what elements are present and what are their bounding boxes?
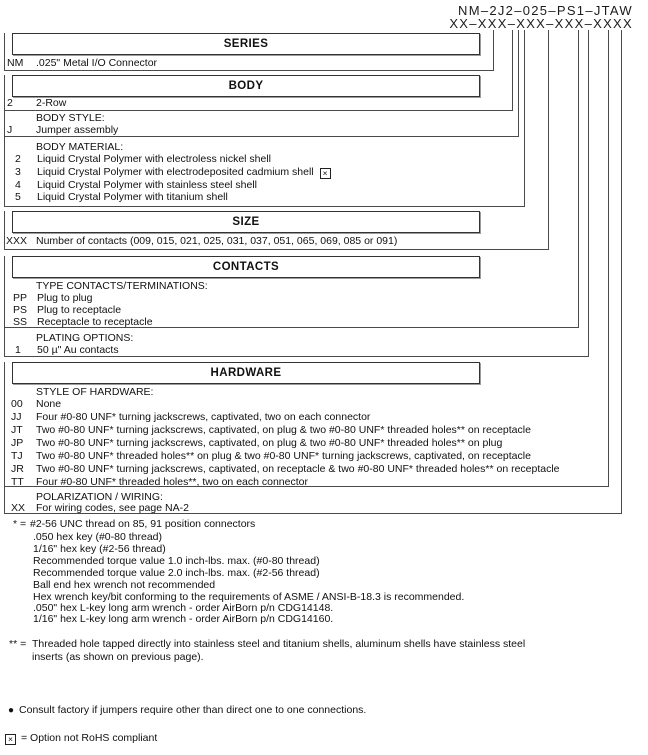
desc-cell: Two #0-80 UNF* turning jackscrews, captivated, on plug & two #0-80 UNF* threaded holes** on receptacle [36, 424, 531, 436]
part-number-mask: XX–XXX–XXX–XXX–XXXX [449, 16, 633, 31]
contacts-box-left-edge [4, 256, 5, 356]
not-rohs-icon: × [5, 734, 16, 745]
code-cell: TT [11, 476, 24, 488]
code-row-00 [11, 398, 61, 410]
footnote-star-detail: Ball end hex wrench not recommended [33, 579, 216, 591]
desc-cell: Four #0-80 UNF* threaded holes**, two on each connector [36, 476, 308, 488]
wiring-label: POLARIZATION / WIRING: [36, 491, 163, 503]
desc-cell: Liquid Crystal Polymer with titanium shell [37, 191, 228, 203]
code-cell: 1 [15, 344, 21, 356]
code-cell: NM [7, 57, 24, 69]
code-cell: JP [11, 437, 24, 449]
desc-cell: 50 µ" Au contacts [37, 344, 119, 356]
code-row-j [7, 124, 118, 136]
hardware-box-left-edge [4, 362, 5, 513]
desc-cell: For wiring codes, see page NA-2 [36, 502, 189, 514]
footnote-rohs-text: = Option not RoHS compliant [21, 732, 158, 744]
code-row-xx [11, 502, 189, 514]
body-material-label: BODY MATERIAL: [36, 141, 124, 153]
star-symbol: * = [13, 518, 27, 530]
code-row-material-2 [15, 153, 271, 165]
desc-cell: Four #0-80 UNF* turning jackscrews, captivated, two on each connector [36, 411, 371, 423]
footnote-star-detail: .050 hex key (#0-80 thread) [33, 531, 162, 543]
code-cell: 5 [15, 191, 21, 203]
code-cell: XXX [6, 235, 28, 247]
plating-label: PLATING OPTIONS: [36, 332, 134, 344]
code-cell: PS [13, 304, 28, 316]
desc-cell: Receptacle to receptacle [37, 316, 153, 328]
code-row-material-4 [15, 179, 257, 191]
hardware-header: HARDWARE [12, 362, 480, 384]
code-row-ss [13, 316, 153, 328]
body-header: BODY [12, 75, 480, 97]
code-row-jj [11, 411, 370, 423]
size-box-left-edge [4, 211, 5, 249]
footnote-star-detail: Recommended torque value 2.0 inch-lbs. max. (#2-56 thread) [33, 567, 320, 579]
footnote-double-star-text: Threaded hole tapped directly into stainless steel and titanium shells, aluminum shells have stainless steel [32, 638, 526, 650]
code-row-jt [11, 424, 531, 436]
footnote-rohs [5, 732, 157, 745]
footnote-double-star [9, 638, 525, 650]
code-cell: JR [11, 463, 24, 475]
code-cell: J [7, 124, 13, 136]
code-cell: 2 [7, 97, 13, 109]
contacts-type-label: TYPE CONTACTS/TERMINATIONS: [36, 280, 208, 292]
footnote-star-detail: Hex wrench key/bit conforming to the requirements of ASME / ANSI-B-18.3 is recommended. [33, 591, 465, 603]
code-cell: JJ [11, 411, 22, 423]
code-cell: 4 [15, 179, 21, 191]
desc-cell: Liquid Crystal Polymer with electroless nickel shell [37, 153, 272, 165]
code-row-ps [13, 304, 121, 316]
not-rohs-icon: × [320, 168, 331, 179]
code-row-jp [11, 437, 502, 449]
part-number-example: NM–2J2–025–PS1–JTAW [458, 3, 633, 18]
hardware-style-label: STYLE OF HARDWARE: [36, 386, 154, 398]
code-row-material-5 [15, 191, 228, 203]
desc-cell: .025" Metal I/O Connector [36, 57, 158, 69]
footnote-star-detail: 1/16" hex key (#2-56 thread) [33, 543, 166, 555]
desc-cell: None [36, 398, 62, 410]
code-cell: XX [11, 502, 26, 514]
code-cell: 3 [15, 166, 21, 178]
desc-cell: Liquid Crystal Polymer with stainless steel shell [37, 179, 258, 191]
footnote-star-detail: 1/16" hex L-key long arm wrench - order AirBorn p/n CDG14160. [33, 613, 334, 625]
code-cell: SS [13, 316, 28, 328]
desc-cell: Number of contacts (009, 015, 021, 025, 031, 037, 051, 065, 069, 085 or 091) [36, 235, 398, 247]
size-header: SIZE [12, 211, 480, 233]
code-row-nm [7, 57, 157, 69]
code-row-tt [11, 476, 308, 488]
footnote-star [13, 518, 255, 530]
double-star-symbol: ** = [9, 638, 27, 650]
desc-cell: Liquid Crystal Polymer with electrodeposited cadmium shell [37, 166, 314, 178]
code-row-tj [11, 450, 531, 462]
footnote-star-detail: .050" hex L-key long arm wrench - order AirBorn p/n CDG14148. [33, 602, 334, 614]
footnote-bullet-text: Consult factory if jumpers require other than direct one to one connections. [19, 704, 367, 716]
code-cell: TJ [11, 450, 23, 462]
code-cell: PP [13, 292, 28, 304]
desc-cell: 2-Row [36, 97, 67, 109]
desc-cell: Jumper assembly [36, 124, 119, 136]
body-style-label: BODY STYLE: [36, 112, 105, 124]
code-row-xxx [6, 235, 397, 247]
body-box-left-edge [4, 75, 5, 206]
bullet-icon: ● [8, 705, 15, 716]
desc-cell: Two #0-80 UNF* turning jackscrews, captivated, on plug & two #0-80 UNF* threaded holes** on plug [36, 437, 503, 449]
code-row-2row [7, 97, 66, 109]
code-cell: 2 [15, 153, 21, 165]
code-row-pp [13, 292, 92, 304]
footnote-star-text: #2-56 UNC thread on 85, 91 position connectors [30, 518, 256, 530]
code-cell: JT [11, 424, 23, 436]
desc-cell: Plug to receptacle [37, 304, 122, 316]
desc-cell: Two #0-80 UNF* threaded holes** on plug & two #0-80 UNF* turning jackscrews, captivated, on receptacle [36, 450, 531, 462]
footnote-star-detail: Recommended torque value 1.0 inch-lbs. max. (#0-80 thread) [33, 555, 320, 567]
code-row-material-3 [15, 166, 331, 179]
desc-cell: Two #0-80 UNF* turning jackscrews, captivated, on receptacle & two #0-80 UNF* threaded holes** on receptacle [36, 463, 560, 475]
code-row-jr [11, 463, 560, 475]
desc-cell: Plug to plug [37, 292, 93, 304]
series-box-left-edge [4, 33, 5, 70]
footnote-double-star-line2: inserts (as shown on previous page). [32, 651, 204, 663]
series-header: SERIES [12, 33, 480, 55]
code-cell: 00 [11, 398, 23, 410]
contacts-header: CONTACTS [12, 256, 480, 278]
code-row-plating-1 [15, 344, 119, 356]
footnote-bullet [8, 704, 366, 717]
